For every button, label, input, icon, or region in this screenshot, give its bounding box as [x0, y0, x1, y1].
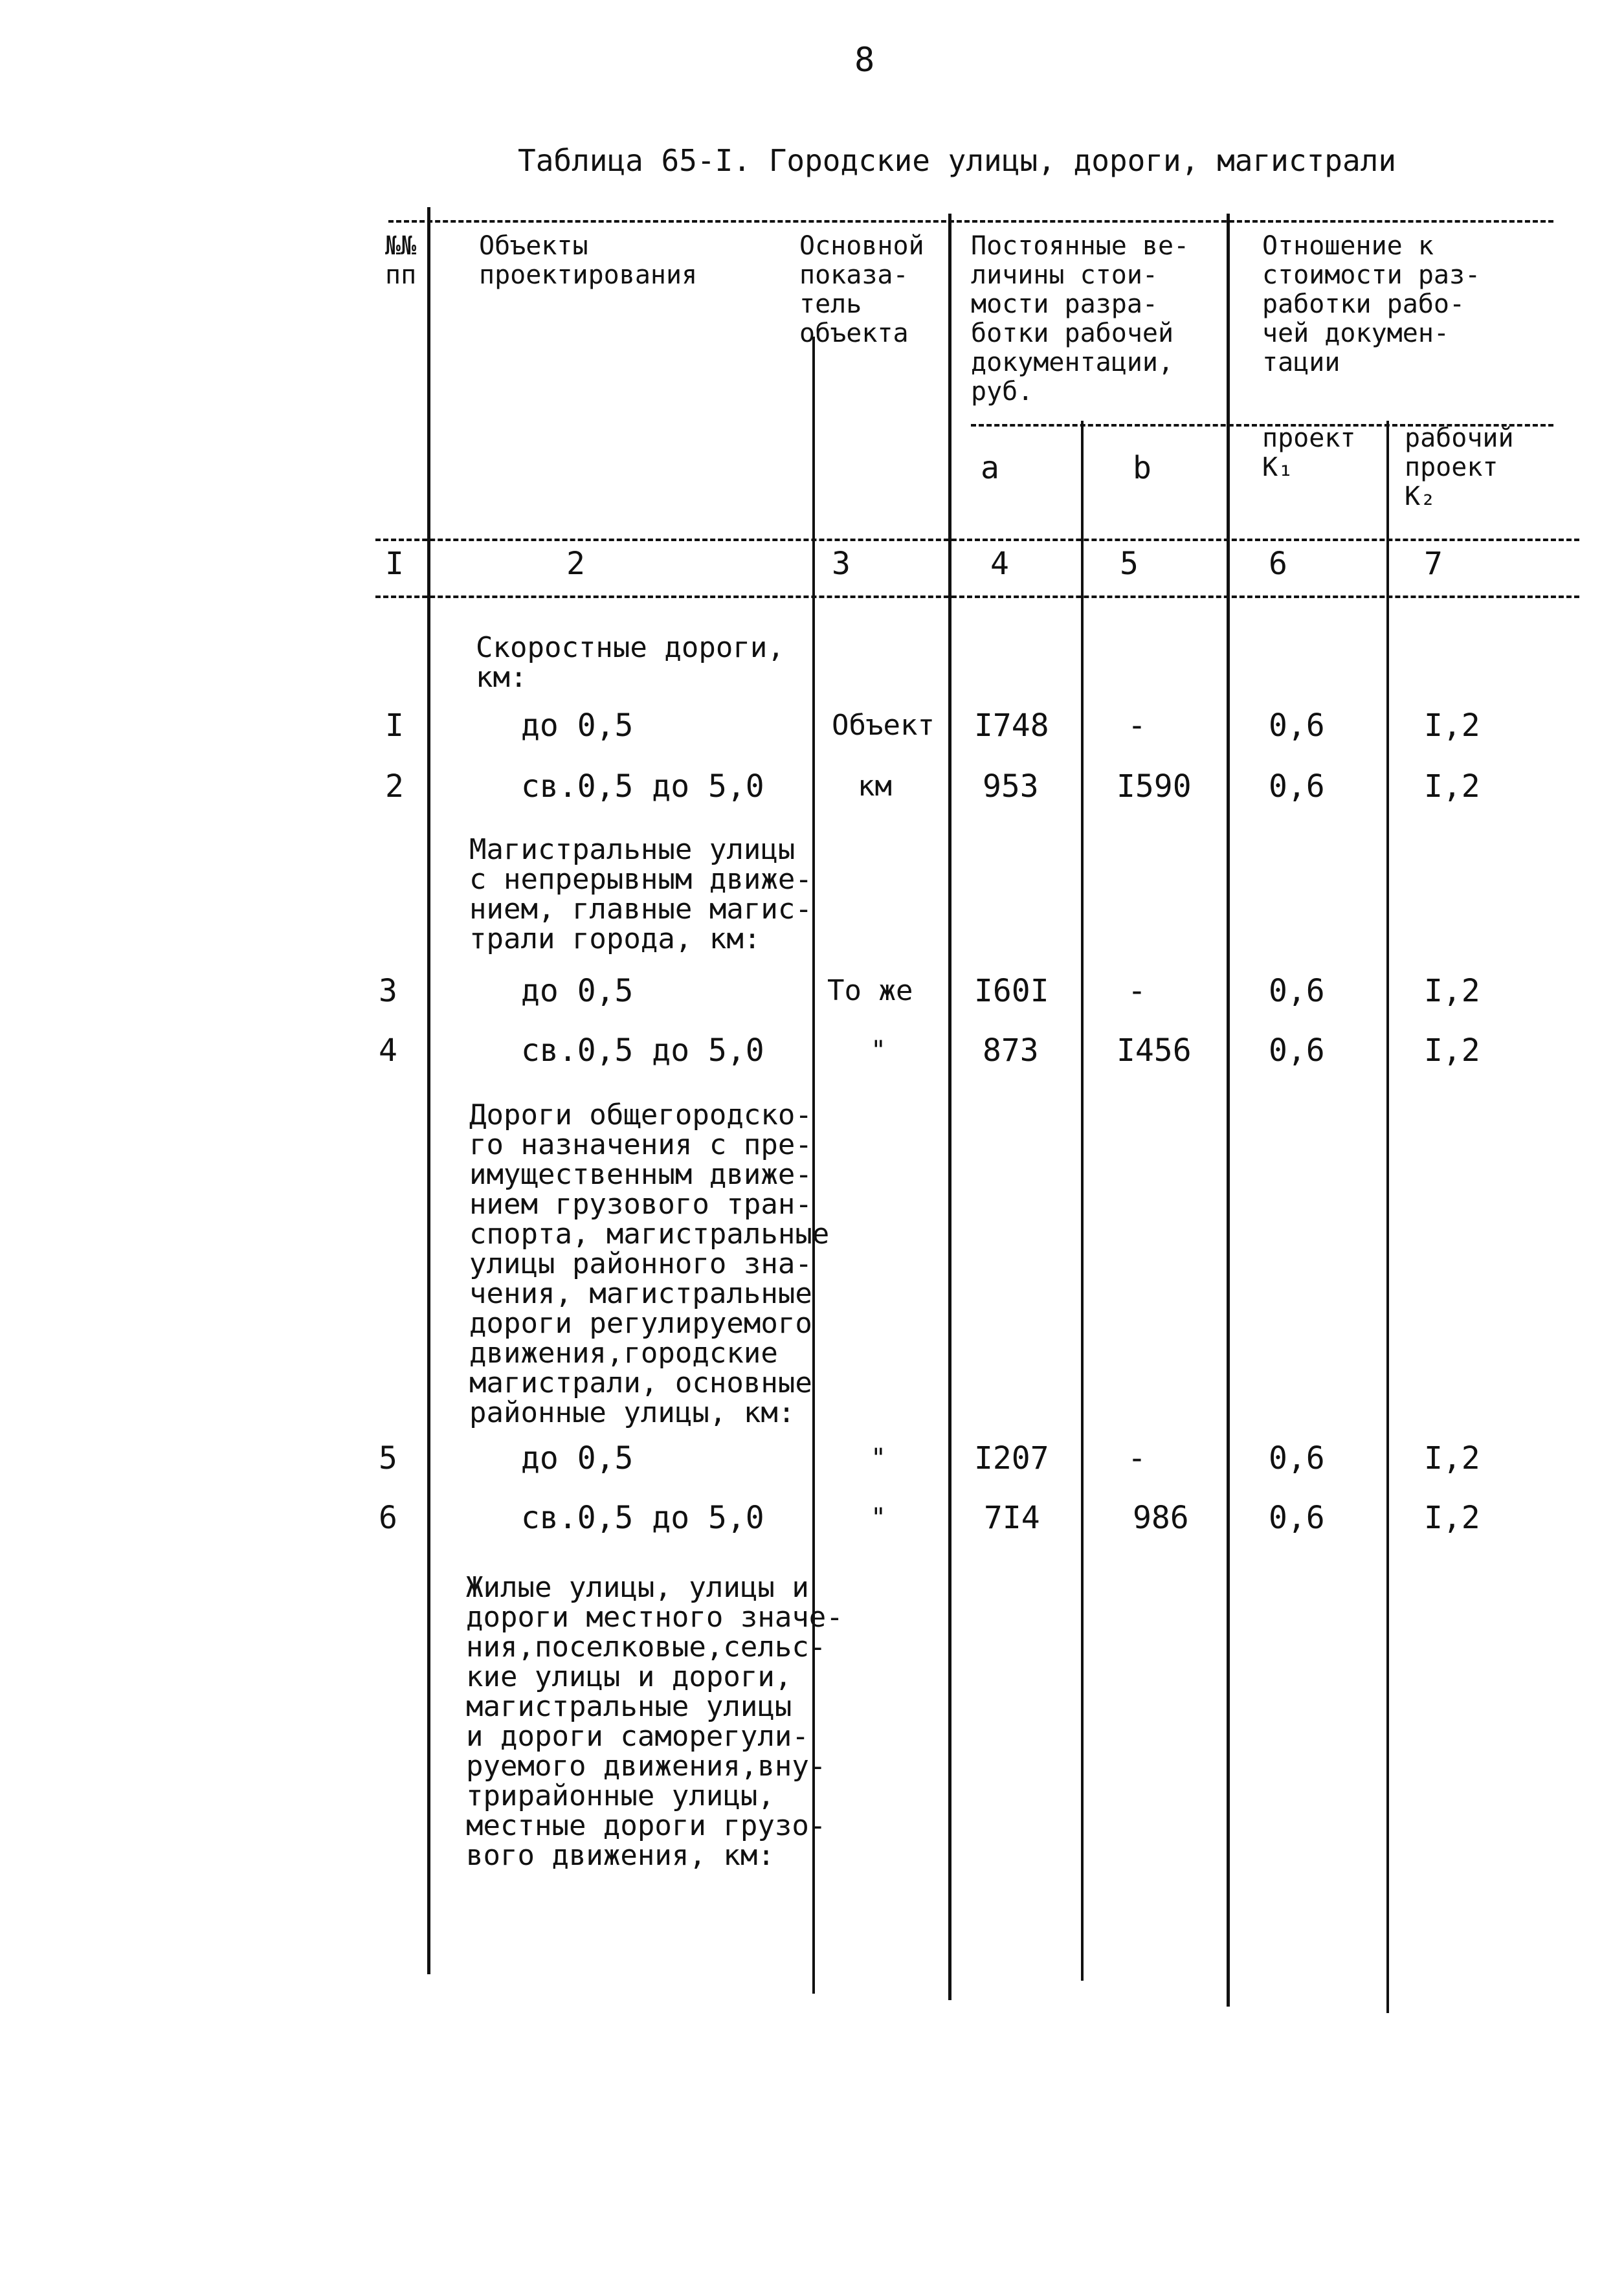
group-label-citywide-roads: Дороги общегородско- го назначения с пре- имущественным движе- нием грузового тран- спорта, магистральные улицы районного зна- чения, магистральные дороги регулируемого движения,городские магистрали, основные районные улицы, км:	[469, 1098, 830, 1429]
header-constant-costs: Постоянные ве- личины стои- мости разра- ботки рабочей документации, руб.	[971, 231, 1190, 406]
row-k2: I,2	[1424, 707, 1480, 744]
table-title: Таблица 65-I. Городские улицы, дороги, магистрали	[518, 143, 1397, 178]
row-k1: 0,6	[1269, 1032, 1325, 1069]
row-name: до 0,5	[521, 973, 634, 1009]
colnum-4: 4	[990, 546, 1009, 582]
row-k2: I,2	[1424, 1500, 1480, 1536]
table-row: 6	[379, 1500, 397, 1536]
row-k1: 0,6	[1269, 707, 1325, 744]
rule-col1-right	[427, 207, 430, 1974]
row-k2: I,2	[1424, 768, 1480, 805]
table-row: I	[385, 707, 404, 744]
colnum-3: 3	[832, 546, 851, 582]
table-row: 5	[379, 1440, 397, 1476]
rule-col3-right	[948, 214, 951, 2000]
header-number: №№ пп	[385, 231, 417, 290]
row-a: 873	[983, 1032, 1039, 1069]
row-indicator: Объект	[832, 709, 935, 742]
table-row: 3	[379, 973, 397, 1009]
row-indicator: "	[871, 1443, 887, 1473]
row-a: I60I	[974, 973, 1049, 1009]
colnum-7: 7	[1424, 546, 1443, 582]
header-k1: проект K₁	[1262, 423, 1356, 482]
row-k2: I,2	[1424, 1440, 1480, 1476]
row-b: I456	[1117, 1032, 1192, 1069]
rule-top	[388, 220, 1553, 223]
row-name: св.0,5 до 5,0	[521, 1500, 764, 1536]
row-indicator: "	[871, 1503, 887, 1533]
group-label-residential-streets: Жилые улицы, улицы и дороги местного значе- ния,поселковые,сельс- кие улицы и дороги, магистральные улицы и дороги саморегули- руемого движения,вну- трирайонные улицы, местные дороги грузо- вого движения, км:	[466, 1571, 843, 1872]
row-name: св.0,5 до 5,0	[521, 768, 764, 805]
header-indicator: Основной показа- тель объекта	[799, 231, 924, 348]
row-name: св.0,5 до 5,0	[521, 1032, 764, 1069]
header-b: b	[1133, 450, 1151, 486]
colnum-1: I	[385, 546, 404, 582]
row-b: -	[1128, 1440, 1146, 1476]
header-ratio: Отношение к стоимости раз- работки рабо- чей докумен- тации	[1262, 231, 1481, 377]
rule-col6-right	[1386, 421, 1389, 2013]
group-label-main-streets: Магистральные улицы с непрерывным движе- нием, главные магис- трали города, км:	[469, 833, 812, 955]
rule-col4-right	[1081, 421, 1084, 1981]
row-b: 986	[1133, 1500, 1189, 1536]
table-row: 2	[385, 768, 404, 805]
colnum-6: 6	[1269, 546, 1287, 582]
row-indicator: "	[871, 1036, 887, 1065]
row-name: до 0,5	[521, 707, 634, 744]
header-k2: рабочий проект K₂	[1405, 423, 1514, 511]
row-k1: 0,6	[1269, 1500, 1325, 1536]
row-indicator: км	[858, 770, 892, 803]
row-k2: I,2	[1424, 1032, 1480, 1069]
header-objects: Объекты проектирования	[479, 231, 698, 290]
row-indicator: То же	[827, 974, 913, 1007]
row-a: 7I4	[984, 1500, 1040, 1536]
row-b: I590	[1117, 768, 1192, 805]
group-label-expressways: Скоростные дороги, км:	[476, 631, 784, 694]
row-k2: I,2	[1424, 973, 1480, 1009]
row-a: I207	[974, 1440, 1049, 1476]
row-a: I748	[974, 707, 1049, 744]
table-row: 4	[379, 1032, 397, 1069]
page-number: 8	[854, 41, 875, 80]
rule-col5-right	[1227, 214, 1230, 2007]
row-a: 953	[983, 768, 1039, 805]
header-a: a	[981, 450, 999, 486]
row-b: -	[1128, 973, 1146, 1009]
row-k1: 0,6	[1269, 1440, 1325, 1476]
rule-colnum-bottom	[375, 596, 1579, 598]
row-k1: 0,6	[1269, 768, 1325, 805]
colnum-2: 2	[566, 546, 585, 582]
row-b: -	[1128, 707, 1146, 744]
row-name: до 0,5	[521, 1440, 634, 1476]
row-k1: 0,6	[1269, 973, 1325, 1009]
colnum-5: 5	[1120, 546, 1139, 582]
rule-colnum-top	[375, 539, 1579, 541]
